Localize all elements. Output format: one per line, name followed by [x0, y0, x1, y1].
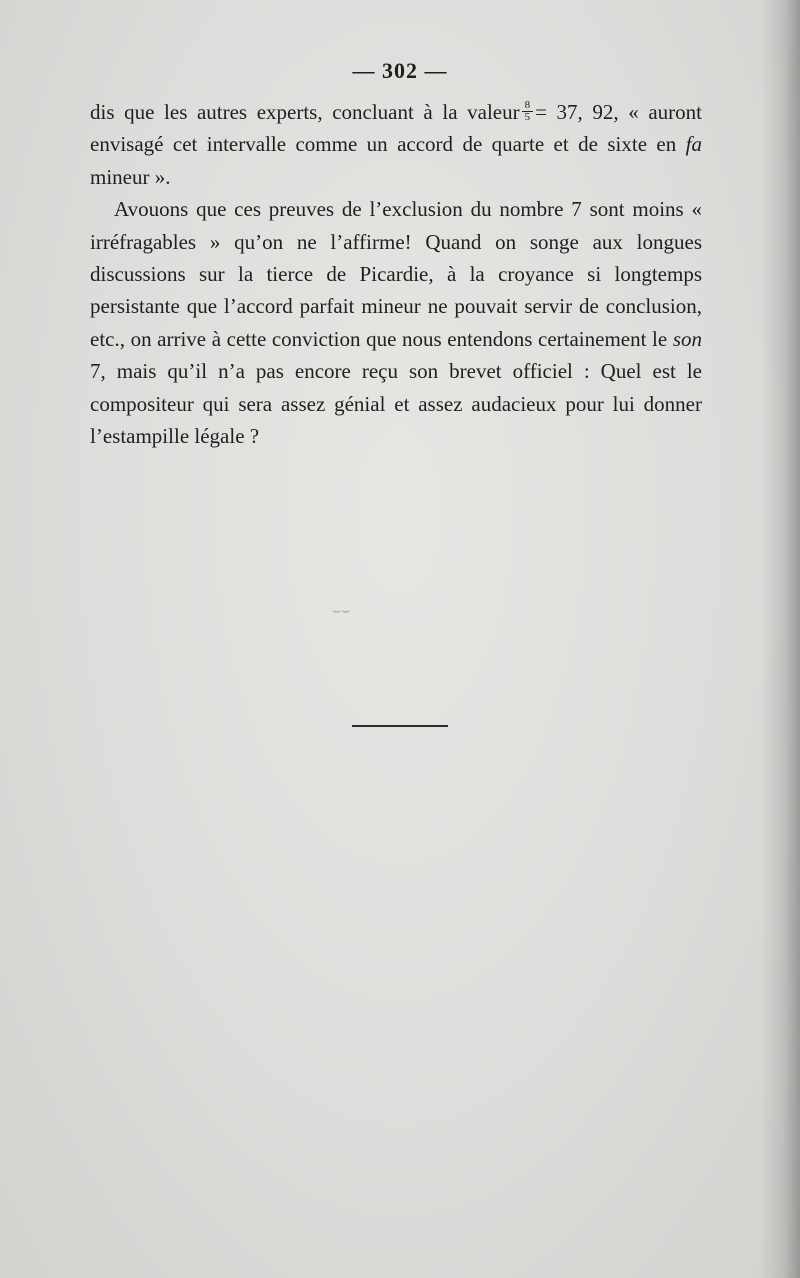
paragraph-2-text-b: 7, mais qu’il n’a pas encore reçu son brevet officiel : Quel est le compositeur qui sera assez génial et assez audacieux pour lui donner l’estampille légale ? [90, 359, 702, 449]
paragraph-1-text-a: dis que les autres experts, concluant à la valeur [90, 100, 520, 124]
fraction-numerator: 8 [522, 100, 534, 112]
paragraph-1-text-c: mineur ». [90, 164, 171, 189]
paragraph-1-text-b: = 37, 92, « auront envisagé cet intervalle comme un accord de quarte et de sixte en [90, 100, 702, 157]
body-text [90, 96, 702, 452]
page-number: — 302 — [352, 58, 448, 83]
binding-shadow [760, 0, 800, 1278]
paragraph-2 [90, 193, 702, 452]
fraction [522, 100, 534, 123]
ink-smudge: ⌣⌣ [332, 604, 351, 619]
paragraph-1 [90, 96, 702, 193]
paragraph-2-text-a: Avouons que ces preuves de l’exclusion du nombre 7 sont moins « irréfragables » qu’on ne l’affirme! Quand on songe aux longues discussions sur la tierce de Picardie, à la croyance si longtemps persistante que l’accord parfait mineur ne pouvait servir de conclusion, etc., on arrive à cette conviction que nous entendons certainement le [90, 197, 702, 351]
fraction-denominator: 5 [524, 110, 531, 123]
paragraph-1-italic: fa [685, 132, 702, 157]
end-rule [352, 725, 448, 727]
paragraph-2-italic: son [672, 326, 702, 351]
